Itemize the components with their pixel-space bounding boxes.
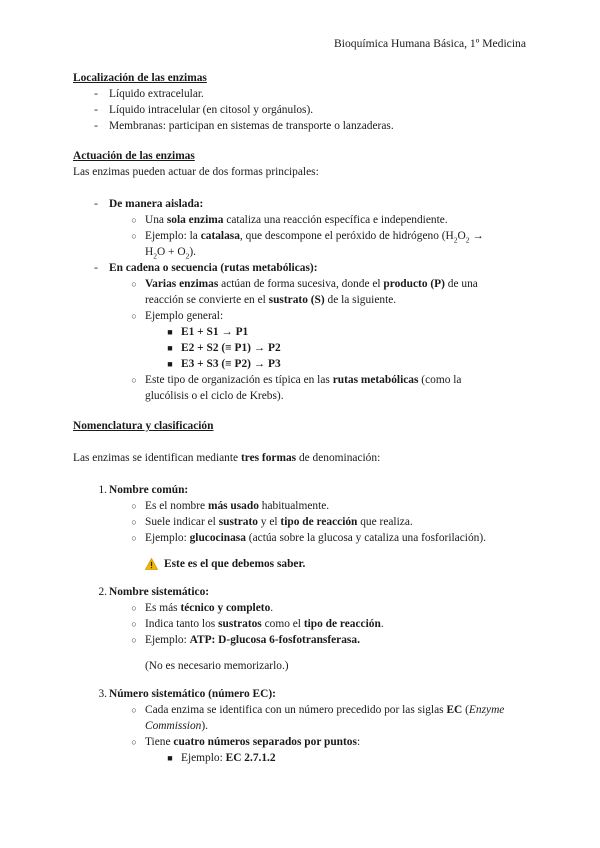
dash-marker: - <box>94 198 98 210</box>
circle-bullet-icon: ○ <box>131 279 137 289</box>
section-heading-nomenclatura: Nomenclatura y clasificación <box>73 420 214 432</box>
circle-bullet-icon: ○ <box>131 603 137 613</box>
reaction-item: ■ E1 + S1 → P1 <box>73 324 533 340</box>
list-item: - Líquido intracelular (en citosol y orgánulos). <box>73 102 533 118</box>
circle-bullet-icon: ○ <box>131 231 137 241</box>
page-header: Bioquímica Humana Básica, 1º Medicina <box>334 37 526 50</box>
dash-marker: - <box>94 120 98 132</box>
list-item: ○ Tiene cuatro números separados por puntos: <box>73 734 533 750</box>
list-item: ○ Ejemplo: glucocinasa (actúa sobre la glucosa y cataliza una fosforilación). <box>73 530 533 546</box>
warning-note: Este es el que debemos saber. <box>73 556 533 572</box>
square-bullet-icon: ■ <box>167 343 173 353</box>
circle-bullet-icon: ○ <box>131 375 137 385</box>
circle-bullet-icon: ○ <box>131 705 137 715</box>
circle-bullet-icon: ○ <box>131 737 137 747</box>
list-item: ○ Ejemplo: ATP: D-glucosa 6-fosfotransferasa. <box>73 632 533 648</box>
list-item: ○ Cada enzima se identifica con un número precedido por las siglas EC (Enzyme <box>73 702 533 718</box>
list-item: ○ Es más técnico y completo. <box>73 600 533 616</box>
list-item: ○ Ejemplo: la catalasa, que descompone el peróxido de hidrógeno ($H_2O_2$ → <box>73 228 533 244</box>
list-item: ○ Este tipo de organización es típica en las rutas metabólicas (como la <box>73 372 533 388</box>
square-bullet-icon: ■ <box>167 359 173 369</box>
list-item: ■ Ejemplo: EC 2.7.1.2 <box>73 750 533 766</box>
paragraph: Las enzimas pueden actuar de dos formas principales: <box>73 166 319 178</box>
list-item-aislada: - De manera aislada: <box>73 196 533 212</box>
reaction-item: ■ E3 + S3 (≡ P2) → P3 <box>73 356 533 372</box>
list-item: - Líquido extracelular. <box>73 86 533 102</box>
document-body <box>73 70 533 766</box>
circle-bullet-icon: ○ <box>131 517 137 527</box>
list-item: ○ Varias enzimas actúan de forma sucesiva, donde el producto (P) de una <box>73 276 533 292</box>
list-number: 3. <box>98 688 107 700</box>
reaction-item: ■ E2 + S2 (≡ P1) → P2 <box>73 340 533 356</box>
list-item-continuation: reacción se convierte en el sustrato (S) de la siguiente. <box>145 294 397 306</box>
numbered-item-numero: 3. Número sistemático (número EC): <box>73 686 533 702</box>
dash-marker: - <box>94 262 98 274</box>
note: (No es necesario memorizarlo.) <box>145 660 289 672</box>
circle-bullet-icon: ○ <box>131 533 137 543</box>
circle-bullet-icon: ○ <box>131 215 137 225</box>
numbered-item-sistematico: 2. Nombre sistemático: <box>73 584 533 600</box>
section-heading-actuacion: Actuación de las enzimas <box>73 150 195 162</box>
list-item: ○ Es el nombre más usado habitualmente. <box>73 498 533 514</box>
list-item: ○ Suele indicar el sustrato y el tipo de reacción que realiza. <box>73 514 533 530</box>
square-bullet-icon: ■ <box>167 327 173 337</box>
warning-icon <box>145 558 158 570</box>
list-number: 1. <box>98 484 107 496</box>
circle-bullet-icon: ○ <box>131 635 137 645</box>
circle-bullet-icon: ○ <box>131 311 137 321</box>
list-number: 2. <box>98 586 107 598</box>
list-item-continuation: $H_2O + O_2$). <box>145 246 196 261</box>
circle-bullet-icon: ○ <box>131 619 137 629</box>
list-item: ○ Indica tanto los sustratos como el tipo de reacción. <box>73 616 533 632</box>
list-item-continuation: Commission). <box>145 720 208 732</box>
section-heading-localizacion: Localización de las enzimas <box>73 72 207 84</box>
paragraph: Las enzimas se identifican mediante tres formas de denominación: <box>73 452 381 464</box>
numbered-item-comun: 1. Nombre común: <box>73 482 533 498</box>
list-item: - Membranas: participan en sistemas de transporte o lanzaderas. <box>73 118 533 134</box>
list-item-cadena: - En cadena o secuencia (rutas metabólicas): <box>73 260 533 276</box>
list-item: ○ Ejemplo general: <box>73 308 533 324</box>
list-item-continuation: glucólisis o el ciclo de Krebs). <box>145 390 284 402</box>
dash-marker: - <box>94 104 98 116</box>
dash-marker: - <box>94 88 98 100</box>
square-bullet-icon: ■ <box>167 753 173 763</box>
list-item: ○ Una sola enzima cataliza una reacción específica e independiente. <box>73 212 533 228</box>
circle-bullet-icon: ○ <box>131 501 137 511</box>
